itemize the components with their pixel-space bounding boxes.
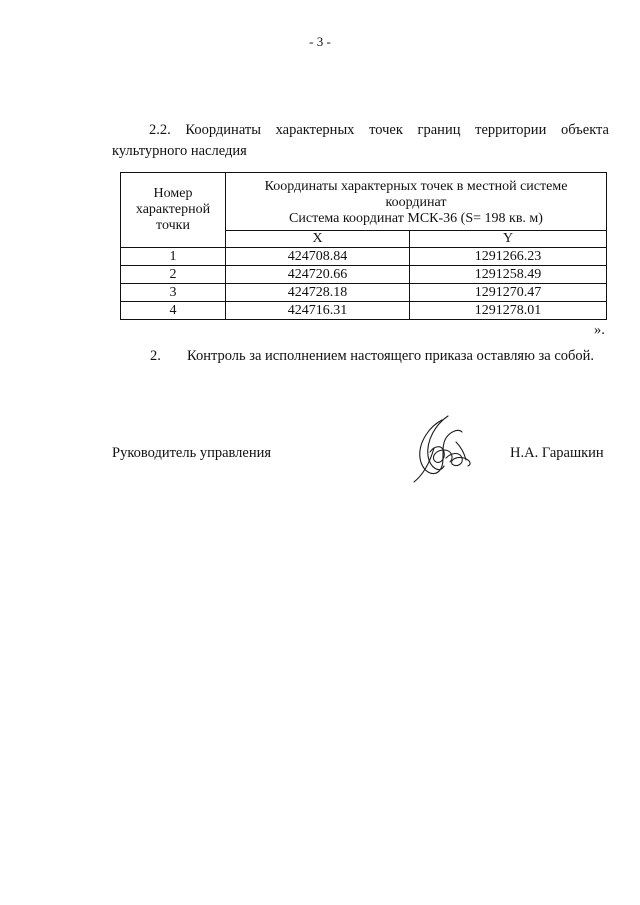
point-cell: 3 <box>121 284 226 302</box>
table-row <box>121 248 607 266</box>
coords-header <box>226 173 607 231</box>
table-row <box>121 302 607 320</box>
table-row <box>121 266 607 284</box>
signature-image <box>400 412 490 487</box>
section-heading <box>112 120 609 162</box>
table-row <box>121 284 607 302</box>
point-cell: 4 <box>121 302 226 320</box>
coords-header-line3: Система координат МСК-36 (S= 198 кв. м) <box>289 211 543 226</box>
y-header: Y <box>410 231 607 248</box>
point-number-header <box>121 173 226 248</box>
section-heading-line1: 2.2. Координаты характерных точек границ территории объекта <box>149 122 609 138</box>
x-cell: 424728.18 <box>226 284 410 302</box>
y-cell: 1291266.23 <box>410 248 607 266</box>
x-cell: 424716.31 <box>226 302 410 320</box>
y-cell: 1291278.01 <box>410 302 607 320</box>
item-2 <box>150 347 594 365</box>
y-cell: 1291258.49 <box>410 266 607 284</box>
item-2-text: Контроль за исполнением настоящего приказа оставляю за собой. <box>187 348 595 364</box>
page-number: - 3 - <box>309 34 331 49</box>
signer-name: Н.А. Гарашкин <box>510 445 604 461</box>
x-cell: 424708.84 <box>226 248 410 266</box>
x-cell: 424720.66 <box>226 266 410 284</box>
coords-header-line2: координат <box>385 195 447 210</box>
coordinates-table <box>120 172 607 320</box>
y-cell: 1291270.47 <box>410 284 607 302</box>
section-heading-line2: культурного наследия <box>112 143 247 159</box>
coords-header-line1: Координаты характерных точек в местной системе <box>264 179 568 194</box>
x-header: X <box>226 231 410 248</box>
point-cell: 2 <box>121 266 226 284</box>
point-cell: 1 <box>121 248 226 266</box>
item-2-number: 2. <box>150 348 161 364</box>
closing-quote: ». <box>594 322 605 338</box>
point-number-header-text: Номер характерной точки <box>135 186 211 233</box>
signer-title: Руководитель управления <box>112 445 272 461</box>
